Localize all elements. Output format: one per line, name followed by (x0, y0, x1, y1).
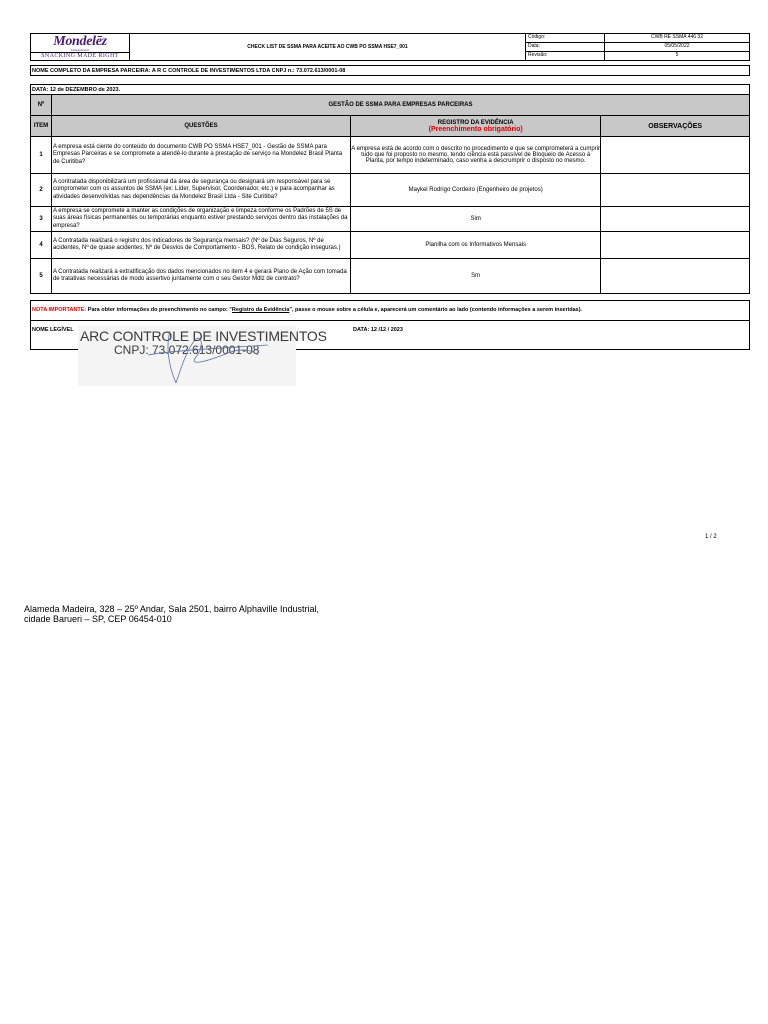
number-header: Nº (31, 95, 52, 116)
evidence-cell[interactable]: A empresa está de acordo com o descrito no procedimento e que se comprometerá a cumprir tudo que foi proposto no mesmo, tendo ciência está passível de Bloqueio de Acesso à Planta, por tempo indeterminado, caso venha a descrumprir o disposto no mesmo. (351, 137, 601, 174)
company-line: NOME COMPLETO DA EMPRESA PARCEIRA: A R C CONTROLE DE INVESTIMENTOS LTDA CNPJ n.: 73.072.613/0001-08 (30, 65, 750, 76)
meta-date-value: 05/05/2022 (605, 42, 750, 51)
important-note (32, 307, 582, 313)
company-logo (31, 34, 130, 61)
table-row (31, 232, 750, 259)
table-row (31, 259, 750, 294)
evidence-cell[interactable]: Sm (351, 259, 601, 294)
logo-wordmark: Mondelēz (53, 33, 107, 49)
item-number: 3 (31, 207, 52, 232)
document-header (30, 33, 750, 61)
address-line-1: Alameda Madeira, 328 – 25º Andar, Sala 2501, bairro Alphaville Industrial, (24, 604, 319, 614)
note-label: NOTA IMPORTANTE: (32, 307, 87, 313)
note-text-before: Para obter informações do preenchimento no campo: " (86, 307, 232, 313)
meta-revision-value: 5 (605, 51, 750, 60)
date-line: DATA: 12 de DEZEMBRO de 2023. (30, 84, 750, 94)
question-cell: A Contratada realizará a extratificação dos dados mencionados no item 4 e gerará Plano de Ação com tomada de tratativas necessárias de modo assertivo juntamente com o seu Gestor Mdlz de contrato? (51, 259, 350, 294)
meta-date-label: Data: (526, 42, 605, 51)
item-column-header: ITEM (31, 116, 52, 137)
item-number: 1 (31, 137, 52, 174)
evidence-field-link[interactable]: Registro da Evidência (231, 307, 290, 313)
evidence-cell[interactable]: Sim (351, 207, 601, 232)
evidence-cell[interactable]: Maykel Rodrigo Cordeiro (Engenheiro de projetos) (351, 174, 601, 207)
question-cell: A empresa está ciente do conteúdo do documento CWB PO SSMA HSE7_001 - Gestão de SSMA para Empresas Parceiras e se compromete a atendê-lo durante a prestação de serviço na Mondelez Brasil Planta de Curitiba? (51, 137, 350, 174)
observation-cell[interactable] (601, 259, 750, 294)
handwritten-signature (78, 325, 298, 387)
item-number: 5 (31, 259, 52, 294)
item-number: 4 (31, 232, 52, 259)
logo-slogan: SNACKING MADE RIGHT (31, 52, 129, 60)
table-row (31, 137, 750, 174)
evidence-cell[interactable]: Planilha com os Informativos Mensais (351, 232, 601, 259)
signature-date: DATA: 12 /12 / 2023 (353, 327, 403, 333)
address (24, 604, 319, 624)
name-label: NOME LEGÍVEL (32, 327, 74, 333)
meta-code-value: CWB RE SSMA 446 32 (605, 34, 750, 43)
section-title: GESTÃO DE SSMA PARA EMPRESAS PARCEIRAS (51, 95, 749, 116)
question-cell: A Contratada realizará o registro dos indicadores de Segurança mensais? (Nº de Dias Seguros, Nº de acidentes, Nº de quase acidentes, Nº de Desvios de Comportamento - BOS, Relato de condição inseguras.) (51, 232, 350, 259)
observation-cell[interactable] (601, 232, 750, 259)
address-line-2: cidade Barueri – SP, CEP 06454-010 (24, 614, 172, 624)
stamp-company-name: ARC CONTROLE DE INVESTIMENTOS (80, 328, 327, 344)
evidence-column-header (351, 116, 601, 137)
question-cell: A empresa se compromete a manter as condições de organização e limpeza conforme os Padrões de 5S de suas áreas físicas permanentes ou temporárias enquanto estiver prestando serviços dentro das instalações da empresa? (51, 207, 350, 232)
question-cell: A contratada disponibilizará um profissional da área de segurança ou designará um responsável para se comprometer com os assuntos de SSMA (ex: Líder, Supervisor, Coordenador, etc.) e para acompanhar as atividades desenvolvidas nas dependências da Mondelez Brasil Ltda - Site Curitiba? (51, 174, 350, 207)
table-row (31, 207, 750, 232)
evidence-header-note: (Preenchimento obrigatório) (428, 125, 523, 133)
meta-code-label: Código: (526, 34, 605, 43)
note-text-after: ", passe o mouse sobre a célula e, aparecerá um comentário ao lado (contendo informações a serem inseridas). (289, 307, 583, 313)
observation-cell[interactable] (601, 207, 750, 232)
observations-column-header: OBSERVAÇÕES (601, 116, 750, 137)
checklist-table (30, 94, 750, 294)
evidence-header-label: REGISTRO DA EVIDÊNCIA (437, 119, 514, 126)
questions-column-header: QUESTÕES (51, 116, 350, 137)
observation-cell[interactable] (601, 174, 750, 207)
item-number: 2 (31, 174, 52, 207)
table-row (31, 174, 750, 207)
logo-subtitle: International (71, 47, 89, 52)
page-number: 1 / 2 (705, 534, 717, 540)
meta-revision-label: Revisão: (526, 51, 605, 60)
document-title: CHECK LIST DE SSMA PARA ACEITE AO CWB PO SSMA HSE7_001 (130, 34, 526, 61)
observation-cell[interactable] (601, 137, 750, 174)
stamp-cnpj: CNPJ: 73.072.613/0001-08 (114, 343, 260, 357)
